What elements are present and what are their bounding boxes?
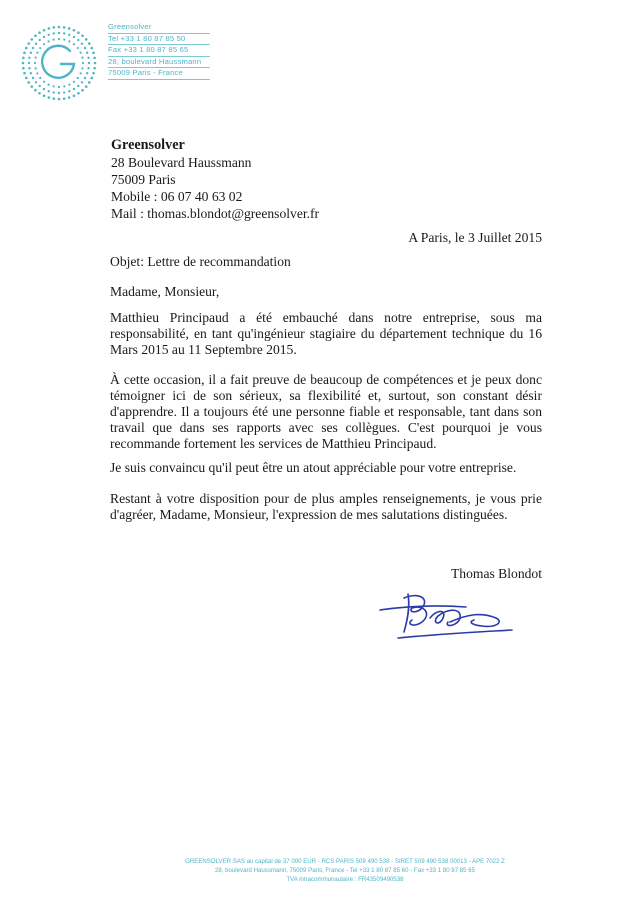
handwritten-signature-icon	[378, 588, 516, 642]
signer-name: Thomas Blondot	[450, 566, 542, 581]
letter-object: Objet: Lettre de recommandation	[110, 254, 291, 269]
letterhead-contact	[108, 22, 210, 80]
letterhead-line: Greensolver	[108, 22, 210, 34]
letter-footer	[100, 857, 590, 884]
letter-date: A Paris, le 3 Juillet 2015	[408, 230, 542, 245]
letter-salutation: Madame, Monsieur,	[110, 284, 220, 299]
sender-block	[111, 137, 319, 222]
footer-line: 28, boulevard Haussmann, 75009 Paris, France - Tel +33 1 80 87 85 60 - Fax +33 1 80 87 85 65	[214, 867, 476, 874]
letterhead-line: 75009 Paris - France	[108, 68, 210, 80]
letterhead-line: Tel +33 1 80 87 85 50	[108, 34, 210, 46]
paragraph-1: Matthieu Principaud a été embauché dans notre entreprise, sous ma responsabilité, en tant qu'ingénieur stagiaire du département technique du 16 Mars 2015 au 11 Septembre 2015.	[110, 310, 542, 357]
footer-line: TVA intracommunautaire : FR43509490538	[286, 876, 404, 883]
sender-company: Greensolver	[111, 137, 185, 153]
paragraph-2: À cette occasion, il a fait preuve de beaucoup de compétences et je peux donc témoigner ici de son sérieux, sa flexibilité et, surtout, son constant désir d'apprendre. Il a toujours été une personne fiable et responsable, tant dans son travail que dans ses rapports avec ses collègues. C'est pourquoi je vous recommande fortement les services de Matthieu Principaud.	[110, 372, 542, 451]
paragraph-3: Je suis convaincu qu'il peut être un atout appréciable pour votre entreprise.	[110, 460, 517, 475]
sender-city: 75009 Paris	[111, 172, 176, 187]
greensolver-logo-icon	[20, 24, 98, 102]
footer-line: GREENSOLVER SAS au capital de 37 000 EUR - RCS PARIS 509 490 538 - SIRET 509 490 538 00013 - APE 7022 Z	[185, 858, 505, 865]
letterhead-line: Fax +33 1 80 87 85 65	[108, 45, 210, 57]
sender-mobile: Mobile : 06 07 40 63 02	[111, 189, 243, 204]
sender-address: 28 Boulevard Haussmann	[111, 155, 252, 170]
letterhead-line: 28, boulevard Haussmann	[108, 57, 210, 69]
paragraph-4: Restant à votre disposition pour de plus amples renseignements, je vous prie d'agréer, Madame, Monsieur, l'expression de mes salutations distinguées.	[110, 491, 542, 522]
sender-mail: Mail : thomas.blondot@greensolver.fr	[111, 206, 320, 221]
